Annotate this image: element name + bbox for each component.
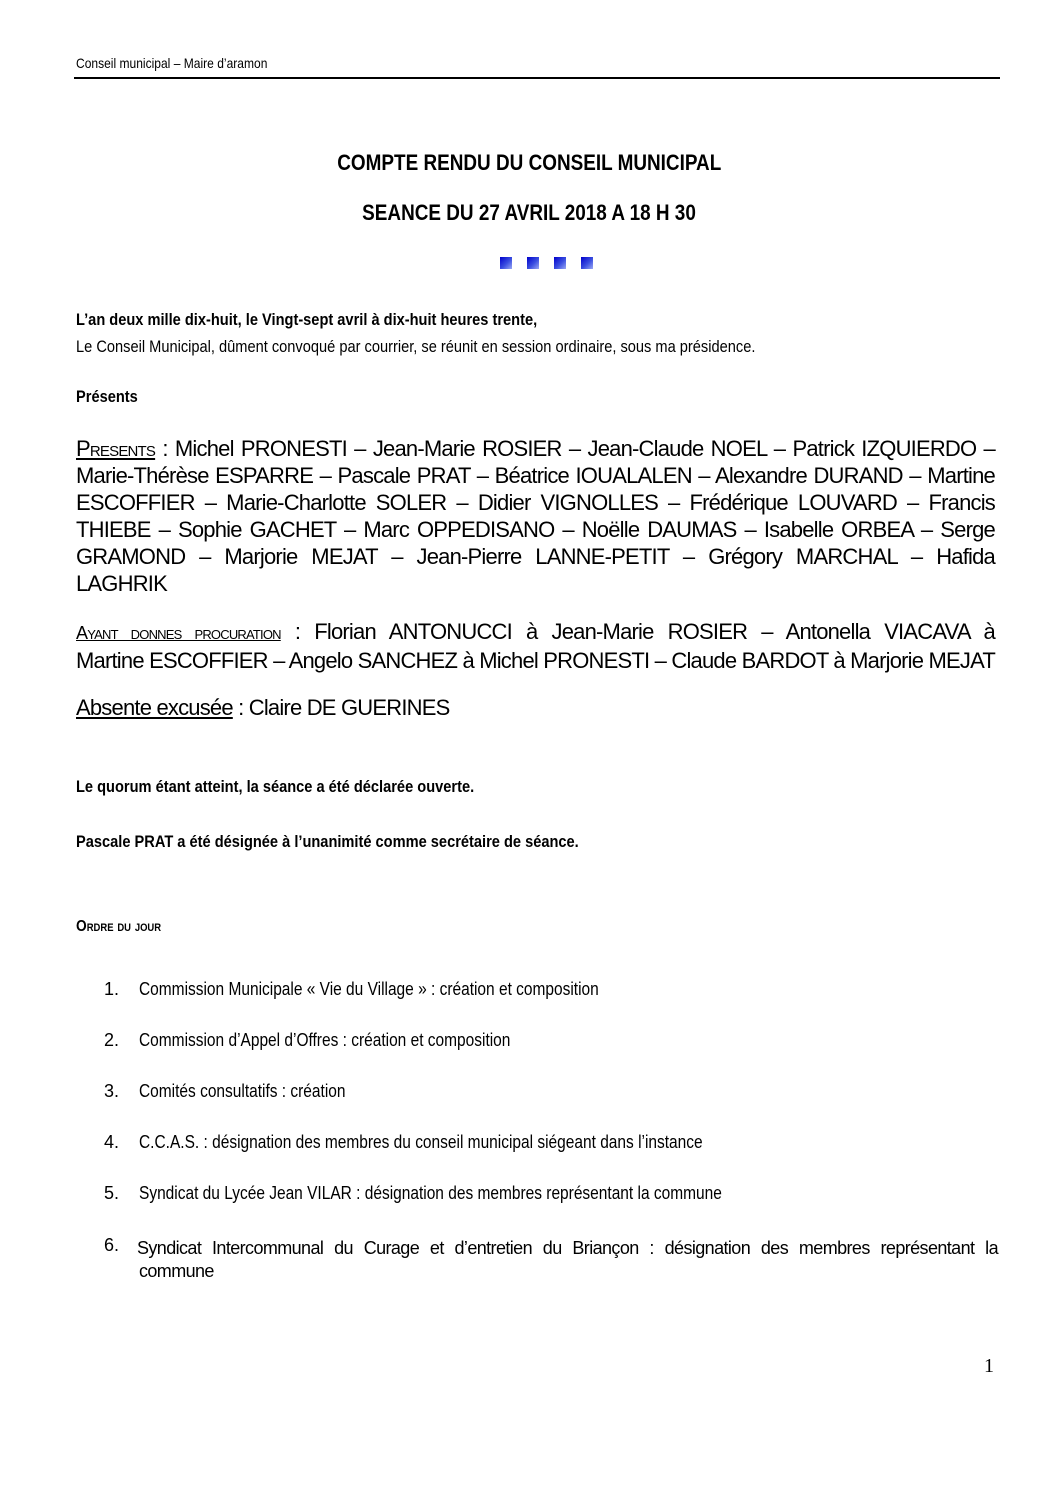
absent-label: Absente excusée <box>76 695 233 720</box>
square-ornament <box>581 257 593 269</box>
agenda-item-text: Comités consultatifs : création <box>139 1081 346 1101</box>
absent-line <box>76 694 995 721</box>
agenda-item-text-continued: commune <box>139 1261 214 1281</box>
agenda-item-text: C.C.A.S. : désignation des membres du conseil municipal siégeant dans l’instance <box>139 1132 703 1152</box>
square-ornament <box>554 257 566 269</box>
presents-label: Presents <box>76 436 156 461</box>
procuration-line: Martine ESCOFFIER – Angelo SANCHEZ à Michel PRONESTI – Claude BARDOT à Marjorie MEJAT <box>76 648 995 673</box>
presents-line: LAGHRIK <box>76 571 167 596</box>
decorative-squares <box>500 257 593 269</box>
presents-line: THIEBE – Sophie GACHET – Marc OPPEDISANO – Noëlle DAUMAS – Isabelle ORBEA – Serge <box>76 517 995 542</box>
header-text: Conseil municipal – Maire d’aramon <box>76 55 268 71</box>
procuration-label: Ayant donnes procuration <box>76 623 281 643</box>
presents-line: GRAMOND – Marjorie MEJAT – Jean-Pierre LANNE-PETIT – Grégory MARCHAL – Hafida <box>76 544 995 569</box>
agenda-item-text: Syndicat Intercommunal du Curage et d’entretien du Briançon : désignation des membres représentant la <box>137 1238 998 1258</box>
intro-date-line: L’an deux mille dix-huit, le Vingt-sept avril à dix-huit heures trente, <box>76 310 538 329</box>
agenda-item-number: 4. <box>104 1132 120 1152</box>
document-header <box>76 55 299 71</box>
header-rule <box>74 77 1000 79</box>
presents-heading: Présents <box>76 387 138 406</box>
quorum-statement: Le quorum étant atteint, la séance a été déclarée ouverte. <box>76 777 475 796</box>
agenda-item-text: Commission Municipale « Vie du Village » : création et composition <box>139 979 599 999</box>
agenda-item-number: 1. <box>104 979 120 999</box>
intro-text: Le Conseil Municipal, dûment convoqué par courrier, se réunit en session ordinaire, sous ma présidence. <box>76 337 756 356</box>
agenda-item-text: Syndicat du Lycée Jean VILAR : désignation des membres représentant la commune <box>139 1183 722 1203</box>
agenda-item-number: 5. <box>104 1183 120 1203</box>
presents-line: Presents : Michel PRONESTI – Jean-Marie ROSIER – Jean-Claude NOEL – Patrick IZQUIERDO – <box>76 436 995 461</box>
agenda-item-text: Commission d’Appel d’Offres : création et composition <box>139 1030 511 1050</box>
procuration-line: Ayant donnes procuration : Florian ANTONUCCI à Jean-Marie ROSIER – Antonella VIACAVA à <box>76 619 995 644</box>
square-ornament <box>500 257 512 269</box>
absent-text: : Claire DE GUERINES <box>232 695 450 720</box>
square-ornament <box>527 257 539 269</box>
procuration-list <box>76 618 995 674</box>
document-title: COMPTE RENDU DU CONSEIL MUNICIPAL <box>336 150 722 175</box>
agenda-item-number: 2. <box>104 1030 120 1050</box>
presents-line: ESCOFFIER – Marie-Charlotte SOLER – Didier VIGNOLLES – Frédérique LOUVARD – Francis <box>76 490 995 515</box>
secretary-statement: Pascale PRAT a été désignée à l’unanimité comme secrétaire de séance. <box>76 832 579 851</box>
agenda-heading: Ordre du jour <box>76 918 162 935</box>
agenda-item-number: 6. <box>104 1235 120 1255</box>
session-title: SEANCE DU 27 AVRIL 2018 A 18 H 30 <box>362 200 696 225</box>
agenda-item-number: 3. <box>104 1081 120 1101</box>
presents-line: Marie-Thérèse ESPARRE – Pascale PRAT – Béatrice IOUALALEN – Alexandre DURAND – Martine <box>76 463 995 488</box>
page-number: 1 <box>984 1355 994 1377</box>
presents-list <box>76 435 995 597</box>
